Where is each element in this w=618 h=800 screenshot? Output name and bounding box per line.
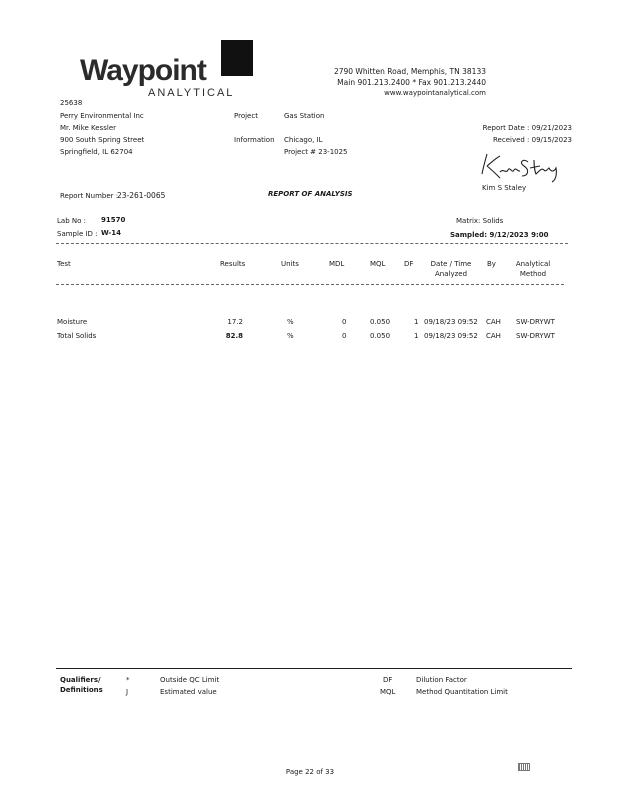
row-method: SW-DRYWT xyxy=(516,318,555,326)
company-website: www.waypointanalytical.com xyxy=(384,89,486,97)
row-date: 09/18/23 09:52 xyxy=(424,318,478,326)
project-info-label: Information xyxy=(234,136,275,144)
definition-symbol: DF xyxy=(383,676,393,684)
row-df: 1 xyxy=(414,318,419,326)
header-date-line1: Date / Time xyxy=(430,260,472,268)
row-by: CAH xyxy=(486,318,501,326)
row-result: 17.2 xyxy=(227,318,243,326)
header-date-line2: Analyzed xyxy=(434,270,468,278)
header-divider xyxy=(56,284,564,285)
client-contact: Mr. Mike Kessler xyxy=(60,124,117,132)
barcode-icon xyxy=(518,763,530,771)
sample-id: W-14 xyxy=(101,229,122,237)
signature-icon xyxy=(478,150,573,186)
qualifier-symbol: * xyxy=(126,676,130,684)
lab-no-label: Lab No : xyxy=(57,217,86,225)
row-units: % xyxy=(287,318,294,326)
row-test: Moisture xyxy=(57,318,88,326)
row-mdl: 0 xyxy=(342,318,347,326)
qualifier-symbol: J xyxy=(126,688,129,696)
sample-date: Sampled: 9/12/2023 9:00 xyxy=(450,231,549,239)
row-result: 82.8 xyxy=(225,332,243,340)
project-value: Gas Station xyxy=(284,112,325,120)
client-company: Perry Environmental Inc xyxy=(60,112,144,120)
definition-text: Dilution Factor xyxy=(416,676,467,684)
client-city: Springfield, IL 62704 xyxy=(60,148,133,156)
signer-name: Kim S Staley xyxy=(482,184,527,192)
row-units: % xyxy=(287,332,294,340)
company-logo-name: Waypoint xyxy=(80,54,206,87)
row-mql: 0.050 xyxy=(370,332,391,340)
client-code: 25638 xyxy=(60,99,83,107)
sample-id-label: Sample ID : xyxy=(57,230,98,238)
row-date: 09/18/23 09:52 xyxy=(424,332,478,340)
page-number: Page 22 of 33 xyxy=(285,768,335,776)
qualifiers-label-1: Qualifiers/ xyxy=(60,676,101,684)
definition-text: Method Quantitation Limit xyxy=(416,688,508,696)
row-mdl: 0 xyxy=(342,332,347,340)
header-method-line2: Method xyxy=(519,270,547,278)
header-by: By xyxy=(487,260,496,268)
company-address: 2790 Whitten Road, Memphis, TN 38133 xyxy=(333,67,486,76)
row-by: CAH xyxy=(486,332,501,340)
header-method-line1: Analytical xyxy=(515,260,551,268)
client-street: 900 South Spring Street xyxy=(60,136,145,144)
company-phone: Main 901.213.2400 * Fax 901.213.2440 xyxy=(337,78,486,87)
row-test: Total Solids xyxy=(57,332,97,340)
lab-no: 91570 xyxy=(101,216,126,224)
report-date: Report Date : 09/21/2023 xyxy=(482,124,572,132)
header-test: Test xyxy=(57,260,71,268)
definition-symbol: MQL xyxy=(380,688,396,696)
row-method: SW-DRYWT xyxy=(516,332,555,340)
qualifier-text: Outside QC Limit xyxy=(160,676,220,684)
qualifiers-label-2: Definitions xyxy=(60,686,103,694)
row-df: 1 xyxy=(414,332,419,340)
footer-divider xyxy=(56,668,572,669)
report-number-label: Report Number : xyxy=(60,192,119,200)
report-number: 23-261-0065 xyxy=(117,191,166,200)
project-label: Project xyxy=(234,112,258,120)
header-units: Units xyxy=(281,260,299,268)
header-df: DF xyxy=(404,260,414,268)
row-mql: 0.050 xyxy=(370,318,391,326)
sample-matrix: Matrix: Solids xyxy=(456,217,504,225)
header-mql: MQL xyxy=(370,260,386,268)
company-logo-sub: ANALYTICAL xyxy=(148,87,235,99)
qualifier-text: Estimated value xyxy=(160,688,217,696)
sample-divider xyxy=(56,243,568,244)
received-date: Received : 09/15/2023 xyxy=(492,136,572,144)
project-info-value: Chicago, IL xyxy=(284,136,323,144)
report-title: REPORT OF ANALYSIS xyxy=(268,190,353,198)
header-mdl: MDL xyxy=(329,260,345,268)
header-results: Results xyxy=(220,260,246,268)
project-number: Project # 23-1025 xyxy=(284,148,348,156)
logo-square-icon xyxy=(221,40,253,76)
